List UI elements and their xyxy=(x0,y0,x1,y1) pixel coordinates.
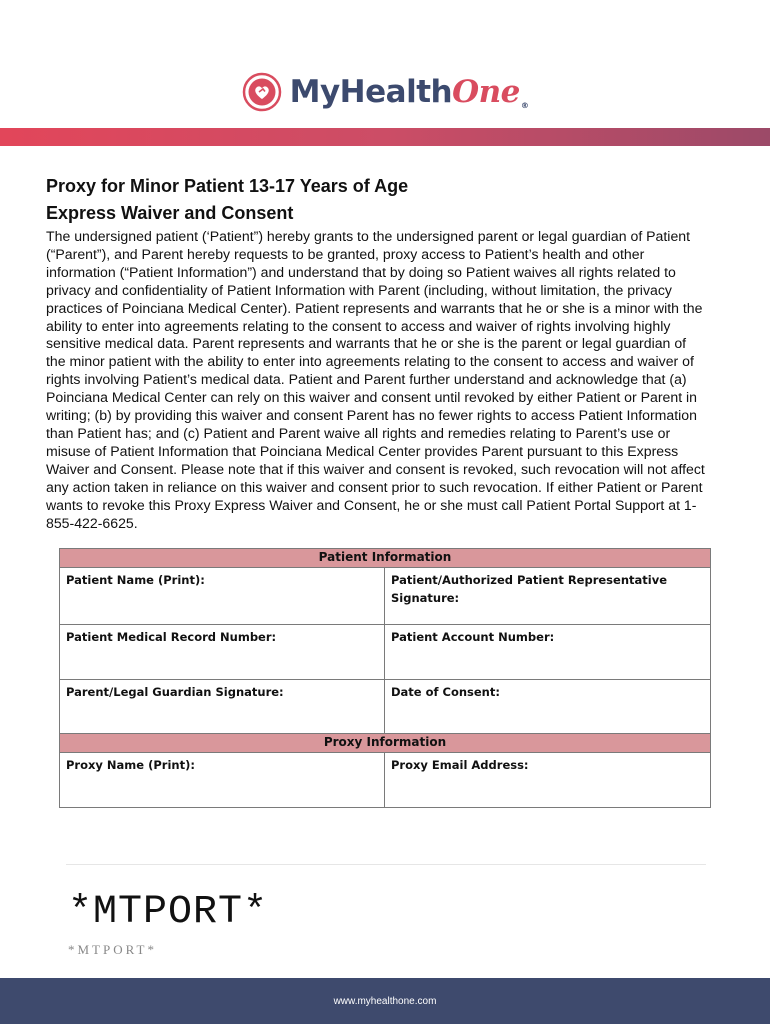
account-number-label: Patient Account Number: xyxy=(391,630,555,644)
patient-name-field[interactable] xyxy=(60,568,385,625)
patient-information-header: Patient Information xyxy=(60,549,711,568)
patient-signature-label: Patient/Authorized Patient Representative Signature: xyxy=(391,573,668,605)
proxy-email-field[interactable] xyxy=(385,753,711,808)
patient-name-label: Patient Name (Print): xyxy=(66,573,205,587)
account-number-field[interactable] xyxy=(385,625,711,680)
brand-trademark: ® xyxy=(520,101,529,110)
header-band xyxy=(0,128,770,146)
date-of-consent-field[interactable] xyxy=(385,680,711,735)
brand-wordmark xyxy=(290,74,529,110)
consent-body-text: The undersigned patient (‘Patient”) hereby grants to the undersigned parent or legal guardian of Patient (“Parent”), and Parent hereby requests to be granted, proxy access to Patient’s health and other information (“Patient Information”) and understand that by doing so Patient waives all rights related to privacy and confidentiality of Patient Information with Parent (including, without limitation, the privacy practices of Poinciana Medical Center). Patient represents and warrants that he or she is a minor with the ability to enter into agreements relating to the consent to access and waiver of rights involving highly sensitive medical data. Parent represents and warrants that he or she is the parent or legal guardian of the minor patient with the ability to enter into agreements relating to the consent to access and waiver of rights involving Patient’s medical data. Patient and Parent further understand and acknowledge that (a) Poinciana Medical Center can rely on this waiver and consent until revoked by either Patient or Parent in writing; (b) by providing this waiver and consent Parent has no fewer rights to access Patient Information than Patient has; and (c) Patient and Parent waive all rights and remedies relating to Parent’s use or misuse of Patient Information that Poinciana Medical Center provides Parent pursuant to this Express Waiver and Consent. Please note that if this waiver and consent is revoked, such revocation will not affect any action taken in reliance on this waiver and consent prior to such revocation. If either Patient or Parent wants to revoke this Proxy Express Waiver and Consent, he or she must call Patient Portal Support at 1-855-422-6625. xyxy=(46,228,705,531)
proxy-information-table xyxy=(59,733,711,808)
heart-logo-icon xyxy=(242,72,282,112)
title-line-1: Proxy for Minor Patient 13-17 Years of Age xyxy=(46,176,409,196)
brand-name-main: MyHealth xyxy=(289,74,453,110)
barcode-caption: *MTPORT* xyxy=(68,942,157,957)
proxy-email-label: Proxy Email Address: xyxy=(391,758,529,772)
footer-url[interactable]: www.myhealthone.com xyxy=(333,995,437,1007)
divider xyxy=(66,864,706,865)
proxy-name-label: Proxy Name (Print): xyxy=(66,758,195,772)
patient-signature-field[interactable] xyxy=(385,568,711,625)
proxy-information-header: Proxy Information xyxy=(60,734,711,753)
patient-information-table xyxy=(59,548,711,735)
footer-bar xyxy=(0,978,770,1024)
medical-record-number-field[interactable] xyxy=(60,625,385,680)
brand-name-accent: One xyxy=(452,74,520,110)
document-title xyxy=(46,173,408,227)
proxy-name-field[interactable] xyxy=(60,753,385,808)
guardian-signature-label: Parent/Legal Guardian Signature: xyxy=(66,685,284,699)
title-line-2: Express Waiver and Consent xyxy=(46,203,294,223)
brand-logo xyxy=(0,72,770,112)
guardian-signature-field[interactable] xyxy=(60,680,385,735)
date-of-consent-label: Date of Consent: xyxy=(391,685,500,699)
medical-record-number-label: Patient Medical Record Number: xyxy=(66,630,277,644)
barcode: *MTPORT* xyxy=(68,890,269,935)
